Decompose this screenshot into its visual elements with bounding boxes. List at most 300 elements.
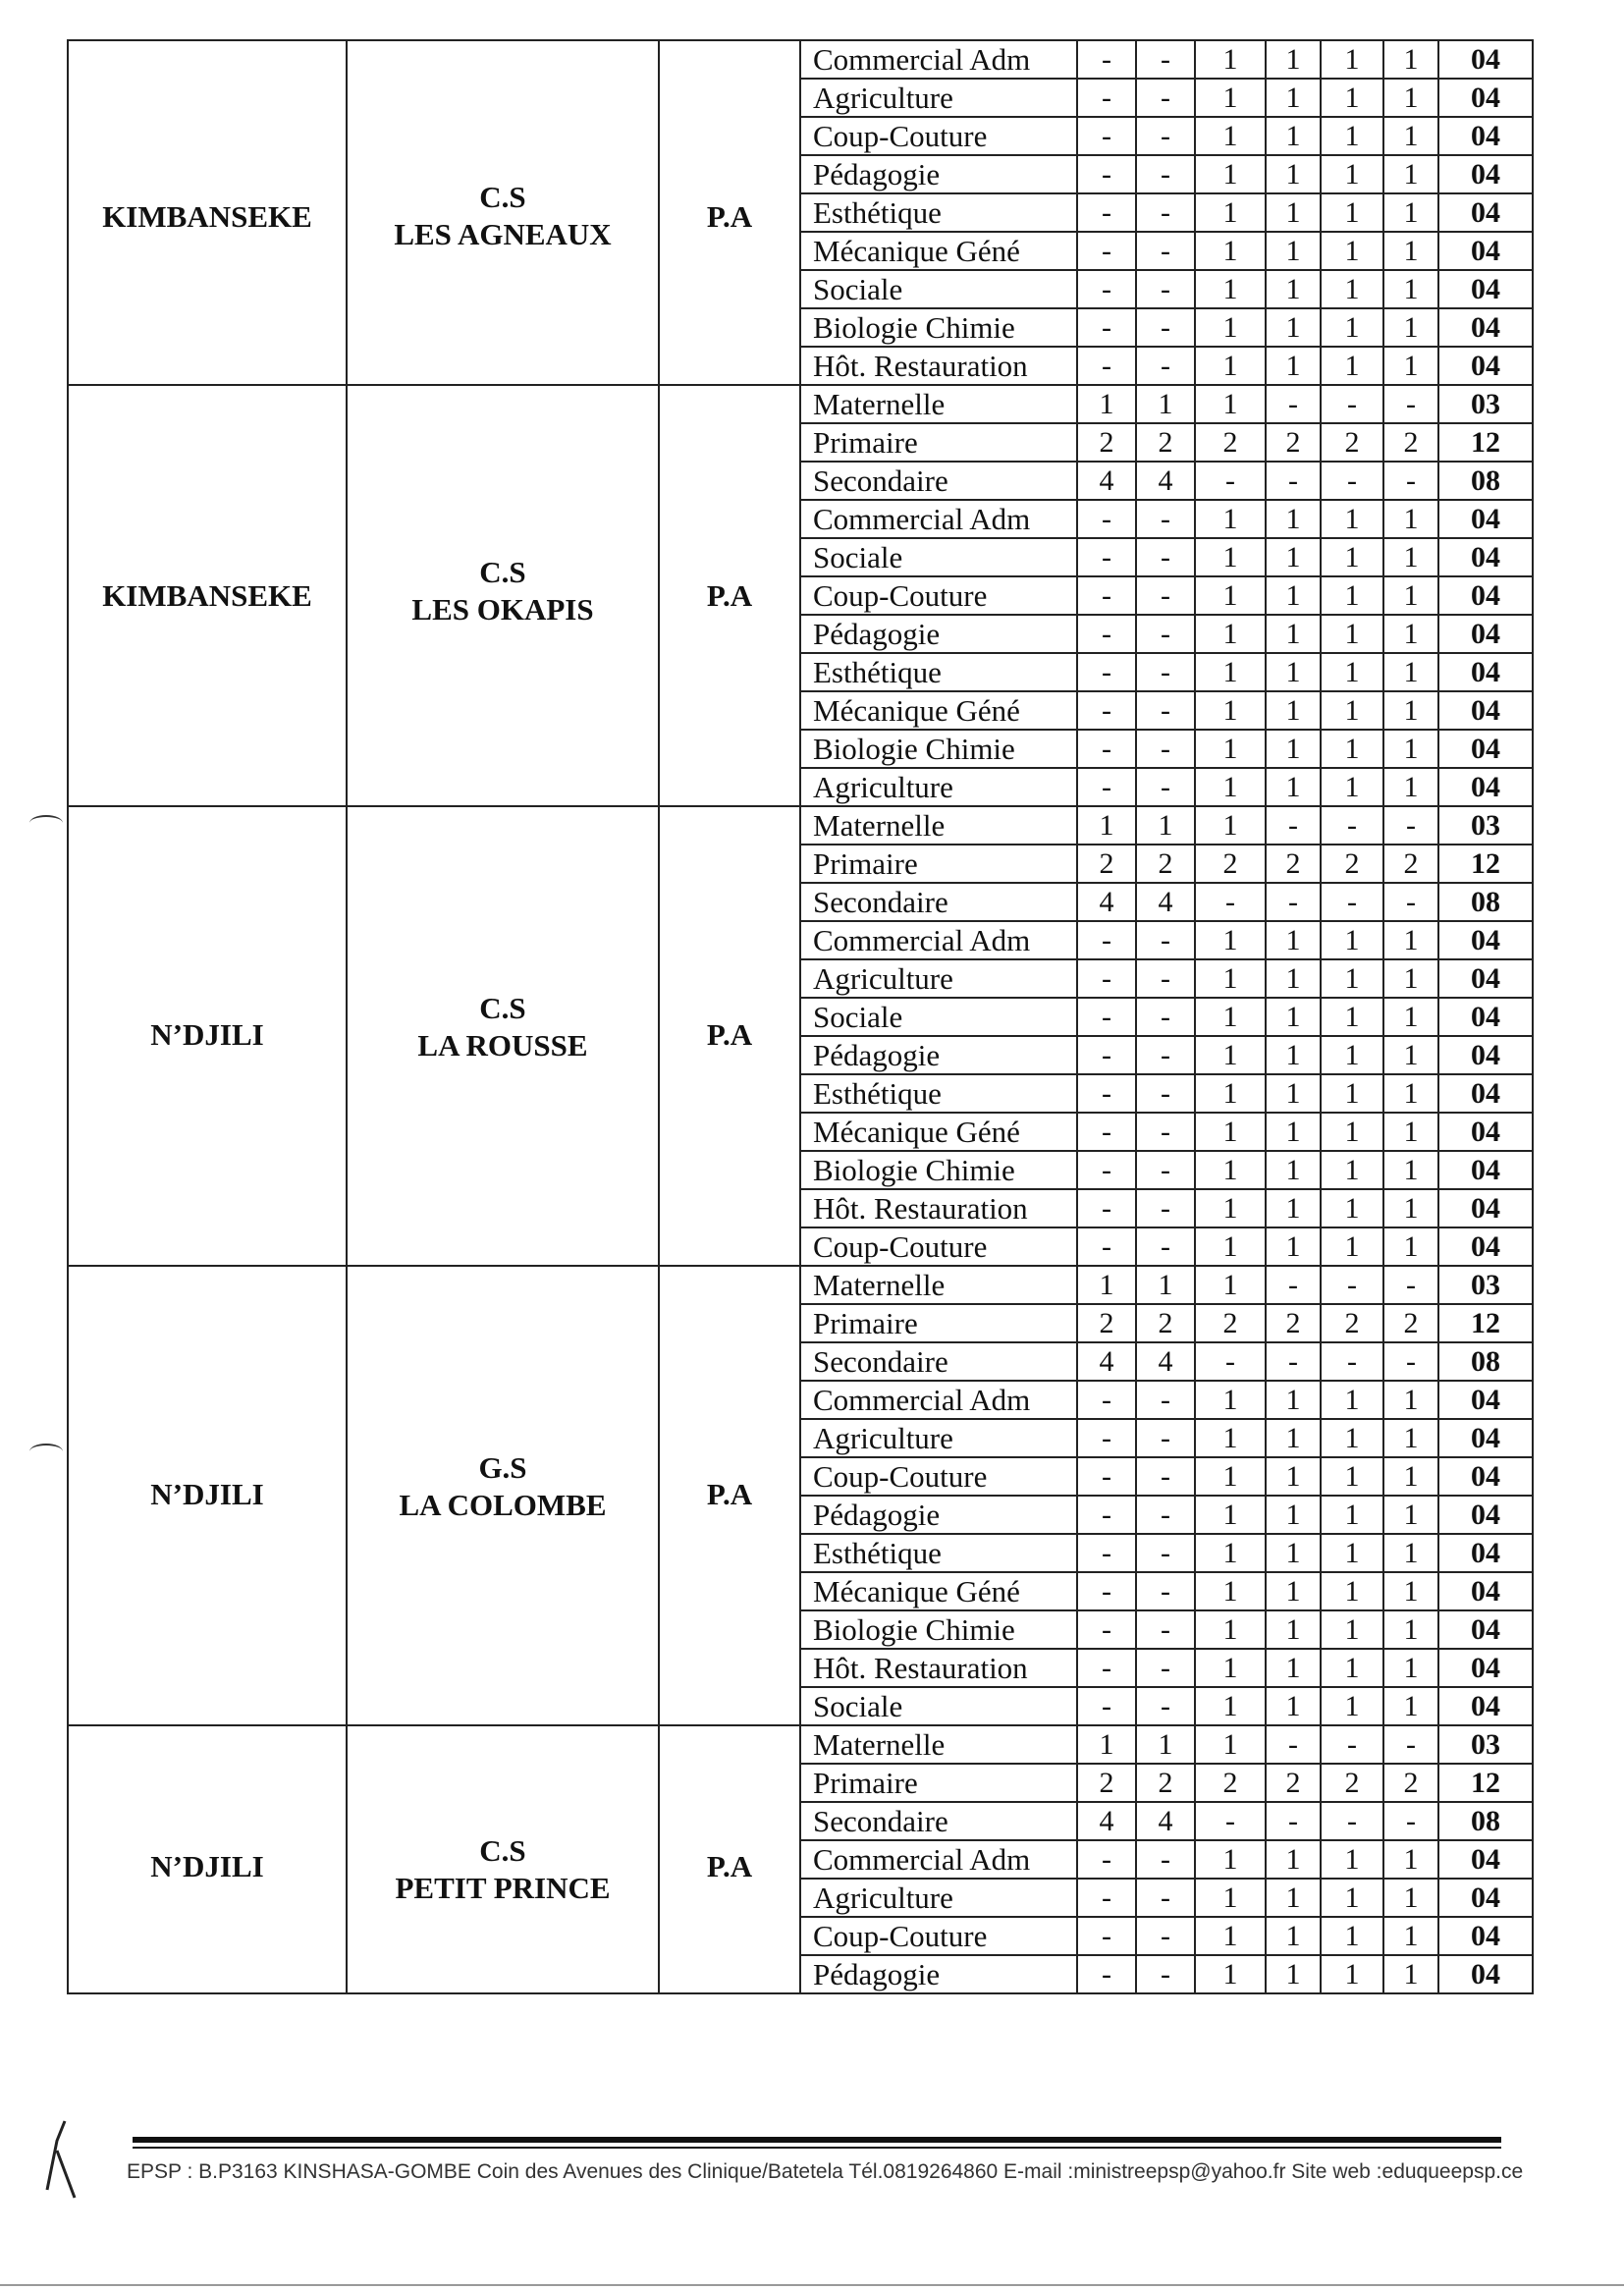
class-count-cell: - — [1077, 1840, 1136, 1879]
class-count-cell: 1 — [1136, 385, 1195, 423]
class-count-cell: 4 — [1136, 1802, 1195, 1840]
class-count-cell: 1 — [1321, 1610, 1383, 1649]
class-count-cell: 1 — [1195, 1151, 1266, 1189]
class-count-cell: 1 — [1266, 1036, 1321, 1074]
class-count-cell: 4 — [1136, 1342, 1195, 1381]
total-cell: 04 — [1438, 1649, 1533, 1687]
class-count-cell: 1 — [1136, 806, 1195, 845]
total-cell: 04 — [1438, 1381, 1533, 1419]
class-count-cell: 1 — [1266, 270, 1321, 308]
regime-label: P.A — [706, 1477, 753, 1512]
class-count-cell: 1 — [1383, 1955, 1438, 1993]
class-count-cell: 1 — [1321, 270, 1383, 308]
class-count-cell: 1 — [1383, 538, 1438, 576]
footer-address: EPSP : B.P3163 KINSHASA-GOMBE Coin des Avenues des Clinique/Batetela Tél.0819264860 E-mail :ministreepsp@yahoo.fr Site web :eduqueepsp.ce — [127, 2160, 1524, 2183]
subject-cell: Coup-Couture — [800, 1917, 1077, 1955]
class-count-cell: - — [1136, 1687, 1195, 1725]
subject-cell: Secondaire — [800, 1802, 1077, 1840]
class-count-cell: - — [1383, 1802, 1438, 1840]
class-count-cell: 1 — [1195, 806, 1266, 845]
class-count-cell: 1 — [1383, 1917, 1438, 1955]
class-count-cell: - — [1136, 308, 1195, 347]
class-count-cell: 1 — [1321, 117, 1383, 155]
regime-label: P.A — [706, 578, 753, 614]
class-count-cell: 1 — [1195, 921, 1266, 959]
class-count-cell: - — [1077, 1189, 1136, 1227]
subject-cell: Biologie Chimie — [800, 308, 1077, 347]
class-count-cell: - — [1136, 155, 1195, 193]
class-count-cell: 1 — [1266, 308, 1321, 347]
class-count-cell: 1 — [1195, 40, 1266, 79]
class-count-cell: - — [1195, 1802, 1266, 1840]
class-count-cell: 1 — [1383, 1419, 1438, 1457]
class-count-cell: 1 — [1266, 1534, 1321, 1572]
class-count-cell: 1 — [1195, 385, 1266, 423]
class-count-cell: - — [1383, 1266, 1438, 1304]
class-count-cell: 1 — [1195, 347, 1266, 385]
class-count-cell: 1 — [1383, 768, 1438, 806]
commune-cell — [68, 1725, 347, 1993]
class-count-cell: - — [1321, 1802, 1383, 1840]
class-count-cell: 1 — [1266, 1879, 1321, 1917]
school-name: LA COLOMBE — [399, 1488, 607, 1523]
class-count-cell: 1 — [1266, 117, 1321, 155]
class-count-cell: - — [1077, 959, 1136, 998]
class-count-cell: - — [1136, 1419, 1195, 1457]
class-count-cell: 1 — [1321, 308, 1383, 347]
subject-cell: Agriculture — [800, 1879, 1077, 1917]
class-count-cell: 1 — [1383, 691, 1438, 730]
class-count-cell: - — [1136, 79, 1195, 117]
class-count-cell: 1 — [1321, 1840, 1383, 1879]
class-count-cell: - — [1266, 1342, 1321, 1381]
class-count-cell: 1 — [1195, 1036, 1266, 1074]
class-count-cell: 1 — [1383, 615, 1438, 653]
class-count-cell: 1 — [1195, 1610, 1266, 1649]
total-cell: 04 — [1438, 1419, 1533, 1457]
class-count-cell: 1 — [1321, 1879, 1383, 1917]
table-row — [68, 40, 1533, 79]
regime-cell — [659, 1725, 800, 1993]
class-count-cell: - — [1383, 1342, 1438, 1381]
class-count-cell: - — [1136, 768, 1195, 806]
total-cell: 04 — [1438, 615, 1533, 653]
class-count-cell: 1 — [1321, 1151, 1383, 1189]
class-count-cell: - — [1136, 691, 1195, 730]
class-count-cell: - — [1077, 921, 1136, 959]
total-cell: 03 — [1438, 1266, 1533, 1304]
class-count-cell: - — [1136, 998, 1195, 1036]
regime-cell — [659, 40, 800, 385]
class-count-cell: 1 — [1383, 998, 1438, 1036]
school-cell — [347, 385, 659, 806]
commune-cell — [68, 40, 347, 385]
class-count-cell: 1 — [1266, 1572, 1321, 1610]
regime-cell — [659, 1266, 800, 1725]
class-count-cell: 1 — [1321, 538, 1383, 576]
subject-cell: Primaire — [800, 423, 1077, 462]
class-count-cell: - — [1077, 1879, 1136, 1917]
total-cell: 04 — [1438, 500, 1533, 538]
class-count-cell: 1 — [1266, 921, 1321, 959]
class-count-cell: 2 — [1136, 1304, 1195, 1342]
class-count-cell: 1 — [1266, 1610, 1321, 1649]
class-count-cell: 2 — [1077, 1764, 1136, 1802]
school-name: LA ROUSSE — [417, 1028, 588, 1063]
class-count-cell: 2 — [1383, 1304, 1438, 1342]
class-count-cell: 4 — [1077, 1342, 1136, 1381]
class-count-cell: - — [1077, 1534, 1136, 1572]
class-count-cell: - — [1077, 1955, 1136, 1993]
class-count-cell: 1 — [1321, 768, 1383, 806]
class-count-cell: - — [1136, 1227, 1195, 1266]
class-count-cell: 1 — [1321, 1074, 1383, 1113]
class-count-cell: 1 — [1195, 155, 1266, 193]
class-count-cell: 2 — [1136, 845, 1195, 883]
class-count-cell: 4 — [1077, 883, 1136, 921]
class-count-cell: - — [1077, 615, 1136, 653]
school-cell — [347, 1725, 659, 1993]
class-count-cell: 1 — [1266, 1151, 1321, 1189]
class-count-cell: - — [1077, 155, 1136, 193]
class-count-cell: - — [1266, 1725, 1321, 1764]
subject-cell: Pédagogie — [800, 1036, 1077, 1074]
class-count-cell: 1 — [1266, 691, 1321, 730]
class-count-cell: 1 — [1195, 1534, 1266, 1572]
class-count-cell: - — [1383, 883, 1438, 921]
commune-cell — [68, 806, 347, 1266]
class-count-cell: - — [1077, 79, 1136, 117]
class-count-cell: 1 — [1195, 1419, 1266, 1457]
class-count-cell: - — [1077, 1610, 1136, 1649]
regime-cell — [659, 806, 800, 1266]
total-cell: 04 — [1438, 1534, 1533, 1572]
total-cell: 04 — [1438, 691, 1533, 730]
class-count-cell: - — [1136, 1496, 1195, 1534]
class-count-cell: - — [1383, 462, 1438, 500]
class-count-cell: 1 — [1266, 615, 1321, 653]
total-cell: 04 — [1438, 1955, 1533, 1993]
school-type: C.S — [479, 1833, 526, 1869]
class-count-cell: 2 — [1383, 423, 1438, 462]
subject-cell: Pédagogie — [800, 1496, 1077, 1534]
class-count-cell: 1 — [1383, 1649, 1438, 1687]
class-count-cell: 1 — [1266, 232, 1321, 270]
total-cell: 04 — [1438, 232, 1533, 270]
class-count-cell: 1 — [1383, 500, 1438, 538]
footer-rule — [133, 2137, 1501, 2143]
class-count-cell: - — [1136, 1113, 1195, 1151]
class-count-cell: 1 — [1195, 576, 1266, 615]
total-cell: 04 — [1438, 79, 1533, 117]
total-cell: 04 — [1438, 1036, 1533, 1074]
subject-cell: Primaire — [800, 845, 1077, 883]
class-count-cell: - — [1321, 883, 1383, 921]
class-count-cell: 1 — [1383, 1036, 1438, 1074]
class-count-cell: - — [1077, 1419, 1136, 1457]
regime-label: P.A — [706, 1848, 753, 1883]
class-count-cell: - — [1077, 1074, 1136, 1113]
total-cell: 12 — [1438, 1304, 1533, 1342]
class-count-cell: 1 — [1266, 1113, 1321, 1151]
class-count-cell: 1 — [1383, 1496, 1438, 1534]
class-count-cell: 1 — [1195, 653, 1266, 691]
class-count-cell: 1 — [1383, 40, 1438, 79]
class-count-cell: 1 — [1266, 1457, 1321, 1496]
subject-cell: Commercial Adm — [800, 500, 1077, 538]
class-count-cell: 2 — [1077, 845, 1136, 883]
total-cell: 04 — [1438, 1457, 1533, 1496]
subject-cell: Esthétique — [800, 1534, 1077, 1572]
table-row — [68, 385, 1533, 423]
class-count-cell: - — [1136, 270, 1195, 308]
total-cell: 08 — [1438, 883, 1533, 921]
class-count-cell: 1 — [1266, 1840, 1321, 1879]
subject-cell: Sociale — [800, 270, 1077, 308]
class-count-cell: 1 — [1195, 1955, 1266, 1993]
class-count-cell: - — [1077, 117, 1136, 155]
subject-cell: Esthétique — [800, 1074, 1077, 1113]
class-count-cell: 1 — [1383, 1572, 1438, 1610]
class-count-cell: 1 — [1195, 1266, 1266, 1304]
class-count-cell: 1 — [1266, 1189, 1321, 1227]
class-count-cell: 4 — [1077, 1802, 1136, 1840]
class-count-cell: 1 — [1321, 79, 1383, 117]
school-cell — [347, 806, 659, 1266]
class-count-cell: 2 — [1195, 1304, 1266, 1342]
class-count-cell: - — [1195, 883, 1266, 921]
subject-cell: Commercial Adm — [800, 40, 1077, 79]
class-count-cell: - — [1077, 653, 1136, 691]
class-count-cell: 2 — [1266, 845, 1321, 883]
class-count-cell: 1 — [1266, 347, 1321, 385]
class-count-cell: 2 — [1321, 423, 1383, 462]
commune-name: N’DJILI — [150, 1848, 264, 1883]
class-count-cell: - — [1383, 806, 1438, 845]
subject-cell: Sociale — [800, 998, 1077, 1036]
subject-cell: Secondaire — [800, 883, 1077, 921]
school-type: G.S — [478, 1450, 527, 1486]
class-count-cell: 4 — [1136, 883, 1195, 921]
class-count-cell: - — [1136, 1151, 1195, 1189]
class-count-cell: - — [1136, 500, 1195, 538]
subject-cell: Mécanique Géné — [800, 1572, 1077, 1610]
class-count-cell: 1 — [1321, 615, 1383, 653]
subject-cell: Sociale — [800, 1687, 1077, 1725]
class-count-cell: 1 — [1321, 1955, 1383, 1993]
class-count-cell: 1 — [1195, 959, 1266, 998]
class-count-cell: 1 — [1383, 1381, 1438, 1419]
class-count-cell: 1 — [1266, 500, 1321, 538]
class-count-cell: 1 — [1195, 1879, 1266, 1917]
class-count-cell: - — [1321, 1266, 1383, 1304]
table-row — [68, 1725, 1533, 1764]
class-count-cell: - — [1077, 768, 1136, 806]
commune-name: N’DJILI — [150, 1017, 264, 1053]
total-cell: 04 — [1438, 653, 1533, 691]
class-count-cell: - — [1136, 730, 1195, 768]
class-count-cell: 1 — [1195, 1496, 1266, 1534]
class-count-cell: 1 — [1266, 1074, 1321, 1113]
class-count-cell: - — [1136, 1610, 1195, 1649]
class-count-cell: - — [1136, 615, 1195, 653]
class-count-cell: - — [1266, 385, 1321, 423]
class-count-cell: 1 — [1321, 1572, 1383, 1610]
class-count-cell: - — [1136, 1572, 1195, 1610]
class-count-cell: 2 — [1321, 845, 1383, 883]
class-count-cell: 1 — [1136, 1266, 1195, 1304]
class-count-cell: 1 — [1321, 1457, 1383, 1496]
class-count-cell: - — [1136, 232, 1195, 270]
class-count-cell: 1 — [1321, 1534, 1383, 1572]
class-count-cell: 1 — [1266, 1687, 1321, 1725]
class-count-cell: 2 — [1195, 1764, 1266, 1802]
subject-cell: Hôt. Restauration — [800, 1649, 1077, 1687]
class-count-cell: 1 — [1383, 1074, 1438, 1113]
total-cell: 04 — [1438, 308, 1533, 347]
subject-cell: Maternelle — [800, 1266, 1077, 1304]
class-count-cell: 1 — [1321, 1381, 1383, 1419]
total-cell: 12 — [1438, 1764, 1533, 1802]
subject-cell: Sociale — [800, 538, 1077, 576]
class-count-cell: 1 — [1195, 730, 1266, 768]
total-cell: 12 — [1438, 845, 1533, 883]
class-count-cell: - — [1136, 347, 1195, 385]
class-count-cell: 1 — [1321, 1496, 1383, 1534]
class-count-cell: - — [1077, 232, 1136, 270]
class-count-cell: 2 — [1321, 1304, 1383, 1342]
class-count-cell: 1 — [1321, 959, 1383, 998]
subject-cell: Hôt. Restauration — [800, 1189, 1077, 1227]
total-cell: 04 — [1438, 576, 1533, 615]
class-count-cell: 1 — [1321, 1189, 1383, 1227]
class-count-cell: 4 — [1077, 462, 1136, 500]
class-count-cell: 1 — [1383, 959, 1438, 998]
subject-cell: Agriculture — [800, 959, 1077, 998]
school-name: LES AGNEAUX — [394, 216, 612, 251]
total-cell: 04 — [1438, 1151, 1533, 1189]
class-count-cell: 1 — [1383, 921, 1438, 959]
class-count-cell: 1 — [1195, 308, 1266, 347]
class-count-cell: 1 — [1383, 1534, 1438, 1572]
class-count-cell: 1 — [1321, 1917, 1383, 1955]
class-count-cell: 1 — [1266, 1496, 1321, 1534]
class-count-cell: 1 — [1383, 270, 1438, 308]
class-count-cell: 2 — [1383, 1764, 1438, 1802]
class-count-cell: 1 — [1321, 921, 1383, 959]
subject-cell: Biologie Chimie — [800, 1610, 1077, 1649]
subject-cell: Hôt. Restauration — [800, 347, 1077, 385]
total-cell: 03 — [1438, 806, 1533, 845]
class-count-cell: 1 — [1266, 653, 1321, 691]
class-count-cell: 1 — [1383, 1687, 1438, 1725]
total-cell: 04 — [1438, 347, 1533, 385]
class-count-cell: - — [1266, 1266, 1321, 1304]
class-count-cell: 1 — [1195, 1074, 1266, 1113]
class-count-cell: - — [1077, 1036, 1136, 1074]
class-count-cell: 1 — [1077, 1725, 1136, 1764]
subject-cell: Biologie Chimie — [800, 1151, 1077, 1189]
commune-name: KIMBANSEKE — [102, 198, 312, 234]
class-count-cell: 1 — [1383, 1113, 1438, 1151]
class-count-cell: 1 — [1195, 615, 1266, 653]
total-cell: 04 — [1438, 1879, 1533, 1917]
class-count-cell: 1 — [1195, 193, 1266, 232]
page-edge-line — [0, 2284, 1624, 2286]
class-count-cell: 1 — [1195, 1189, 1266, 1227]
class-count-cell: 1 — [1266, 1419, 1321, 1457]
class-count-cell: 1 — [1266, 538, 1321, 576]
class-count-cell: - — [1136, 1457, 1195, 1496]
class-count-cell: 1 — [1195, 1457, 1266, 1496]
class-count-cell: 2 — [1077, 423, 1136, 462]
class-count-cell: 1 — [1195, 1917, 1266, 1955]
subject-cell: Commercial Adm — [800, 1840, 1077, 1879]
total-cell: 08 — [1438, 1802, 1533, 1840]
class-count-cell: - — [1136, 959, 1195, 998]
subject-cell: Primaire — [800, 1764, 1077, 1802]
class-count-cell: - — [1077, 730, 1136, 768]
class-count-cell: 1 — [1266, 1227, 1321, 1266]
class-count-cell: - — [1077, 1649, 1136, 1687]
class-count-cell: 1 — [1077, 385, 1136, 423]
subject-cell: Mécanique Géné — [800, 1113, 1077, 1151]
class-count-cell: - — [1321, 1342, 1383, 1381]
class-count-cell: - — [1195, 1342, 1266, 1381]
class-count-cell: 1 — [1195, 1687, 1266, 1725]
class-count-cell: - — [1077, 1457, 1136, 1496]
regime-label: P.A — [706, 1017, 753, 1053]
commune-name: KIMBANSEKE — [102, 578, 312, 614]
total-cell: 04 — [1438, 117, 1533, 155]
class-count-cell: 2 — [1195, 423, 1266, 462]
class-count-cell: 1 — [1195, 538, 1266, 576]
class-count-cell: - — [1136, 40, 1195, 79]
class-count-cell: 1 — [1136, 1725, 1195, 1764]
class-count-cell: 1 — [1321, 1227, 1383, 1266]
class-count-cell: 1 — [1321, 576, 1383, 615]
class-count-cell: 1 — [1266, 576, 1321, 615]
subject-cell: Mécanique Géné — [800, 691, 1077, 730]
class-count-cell: 1 — [1321, 232, 1383, 270]
subject-cell: Biologie Chimie — [800, 730, 1077, 768]
class-count-cell: 1 — [1383, 653, 1438, 691]
footer-rule — [133, 2147, 1501, 2149]
class-count-cell: - — [1077, 691, 1136, 730]
class-count-cell: 1 — [1195, 232, 1266, 270]
class-count-cell: 1 — [1383, 193, 1438, 232]
class-count-cell: 1 — [1383, 1189, 1438, 1227]
table-row — [68, 1266, 1533, 1304]
class-count-cell: - — [1195, 462, 1266, 500]
class-count-cell: 1 — [1266, 730, 1321, 768]
class-count-cell: 1 — [1266, 1955, 1321, 1993]
total-cell: 04 — [1438, 1687, 1533, 1725]
class-count-cell: - — [1136, 1074, 1195, 1113]
class-count-cell: - — [1136, 1381, 1195, 1419]
total-cell: 04 — [1438, 1496, 1533, 1534]
class-count-cell: 1 — [1195, 1725, 1266, 1764]
class-count-cell: 1 — [1266, 1917, 1321, 1955]
school-type: C.S — [479, 991, 526, 1026]
class-count-cell: - — [1077, 1687, 1136, 1725]
class-count-cell: - — [1383, 385, 1438, 423]
total-cell: 03 — [1438, 385, 1533, 423]
class-count-cell: 1 — [1195, 1227, 1266, 1266]
class-count-cell: 1 — [1383, 1227, 1438, 1266]
subject-cell: Primaire — [800, 1304, 1077, 1342]
class-count-cell: 1 — [1266, 959, 1321, 998]
